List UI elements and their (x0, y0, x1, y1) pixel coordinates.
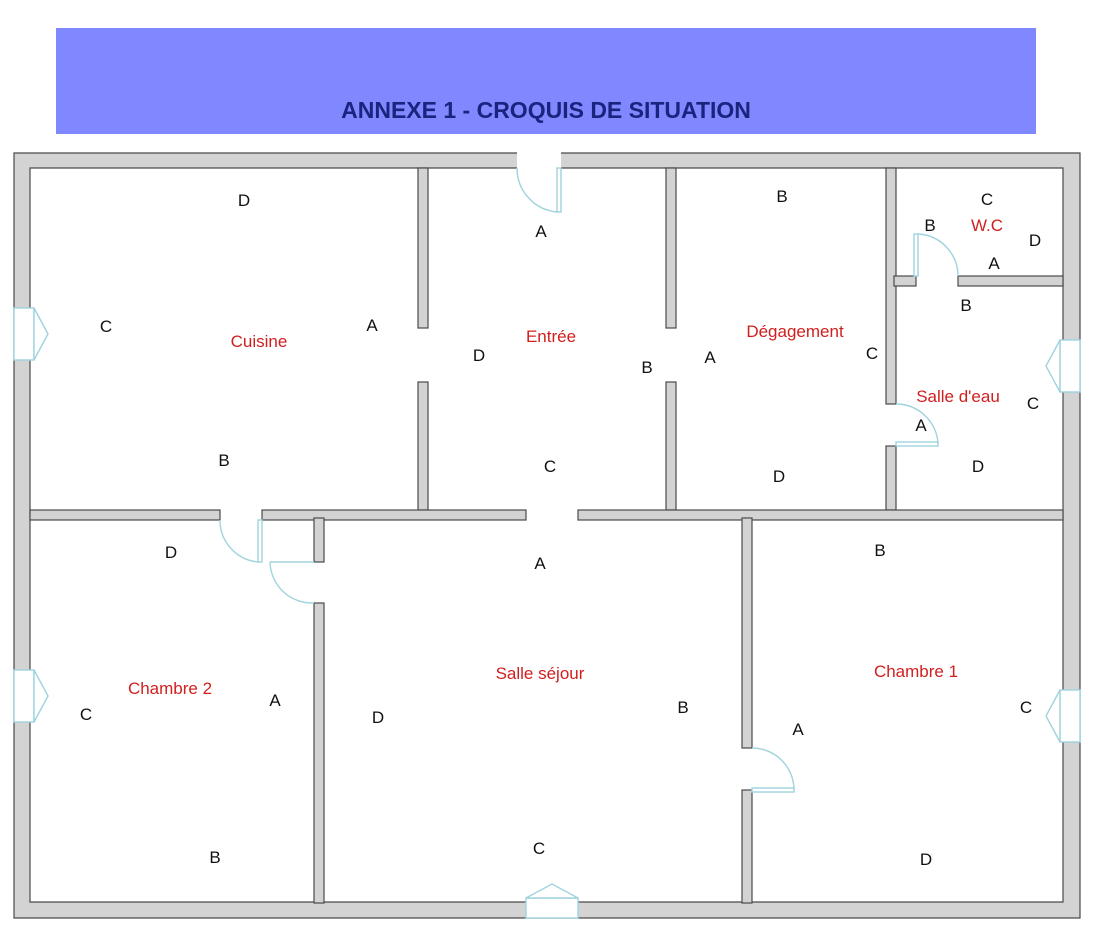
room-label-chambre2: Chambre 2 (127, 679, 213, 698)
wall-wc-bottom-right (958, 276, 1063, 286)
wall-mark-chambre1-b: B (874, 541, 886, 560)
wall-mark-chambre2-d: D (164, 543, 178, 562)
wall-mark-entree-b: B (641, 358, 653, 377)
wall-mark-entree-a: A (535, 222, 547, 241)
wall-mark-salle-eau-b: B (960, 296, 972, 315)
wall-mark-salle-eau-c: C (1026, 394, 1040, 413)
interior-walls (30, 168, 1063, 903)
door-chambre1 (752, 748, 794, 792)
wall-mark-degagement-c: C (865, 344, 879, 363)
wall-mark-sejour-d: D (371, 708, 385, 727)
wall-mark-entree-d: D (472, 346, 486, 365)
door-wc (914, 234, 958, 276)
wall-mark-wc-d: D (1028, 231, 1042, 250)
wall-mark-chambre1-c: C (1019, 698, 1033, 717)
wall-mark-wc-b: B (924, 216, 936, 235)
wall-mark-cuisine-a: A (366, 316, 378, 335)
room-label-cuisine: Cuisine (230, 332, 288, 351)
wall-mark-entree-c: C (543, 457, 557, 476)
wall-middle-center (262, 510, 526, 520)
wall-mark-degagement-b: B (776, 187, 788, 206)
wall-degagement-east-bottom (886, 446, 896, 510)
wall-mark-degagement-a: A (704, 348, 716, 367)
wall-mark-chambre2-b: B (209, 848, 221, 867)
wall-wc-bottom-left (894, 276, 916, 286)
wall-mark-sejour-b: B (677, 698, 689, 717)
wall-sejour-chambre1-top (742, 518, 752, 748)
room-label-salle-eau: Salle d'eau (916, 387, 1000, 406)
wall-chambre2-sejour-bottom (314, 603, 324, 903)
wall-cuisine-entree-bottom (418, 382, 428, 510)
wall-mark-wc-a: A (988, 254, 1000, 273)
wall-mark-cuisine-b: B (218, 451, 230, 470)
window-sejour (526, 884, 578, 918)
wall-mark-chambre1-d: D (919, 850, 933, 869)
wall-mark-cuisine-c: C (99, 317, 113, 336)
room-label-chambre1: Chambre 1 (873, 662, 959, 681)
window-salle-eau (1046, 340, 1080, 392)
outer-wall (14, 153, 1080, 918)
wall-entree-degagement-top (666, 168, 676, 328)
wall-mark-degagement-d: D (772, 467, 786, 486)
page-title: ANNEXE 1 - CROQUIS DE SITUATION (341, 97, 751, 123)
wall-cuisine-entree-top (418, 168, 428, 328)
wall-mark-chambre1-a: A (792, 720, 804, 739)
room-label-entree: Entrée (525, 327, 577, 346)
room-label-salle-sejour: Salle séjour (495, 664, 585, 683)
room-label-wc: W.C (970, 216, 1004, 235)
wall-mark-cuisine-d: D (237, 191, 251, 210)
wall-mark-wc-c: C (980, 190, 994, 209)
wall-sejour-chambre1-bottom (742, 790, 752, 903)
door-cuisine-chambre2 (220, 520, 314, 603)
wall-entree-degagement-bottom (666, 382, 676, 510)
entrance-door (517, 152, 561, 212)
window-cuisine (14, 308, 48, 360)
wall-mark-sejour-a: A (534, 554, 546, 573)
wall-mark-chambre2-a: A (269, 691, 281, 710)
room-label-degagement: Dégagement (746, 322, 844, 341)
wall-middle-left (30, 510, 220, 520)
wall-mark-sejour-c: C (532, 839, 546, 858)
wall-mark-chambre2-c: C (79, 705, 93, 724)
window-chambre1 (1046, 690, 1080, 742)
wall-mark-salle-eau-d: D (971, 457, 985, 476)
wall-chambre2-sejour-top (314, 518, 324, 562)
window-chambre2 (14, 670, 48, 722)
wall-mark-salle-eau-a: A (915, 416, 927, 435)
wall-middle-right (578, 510, 1063, 520)
